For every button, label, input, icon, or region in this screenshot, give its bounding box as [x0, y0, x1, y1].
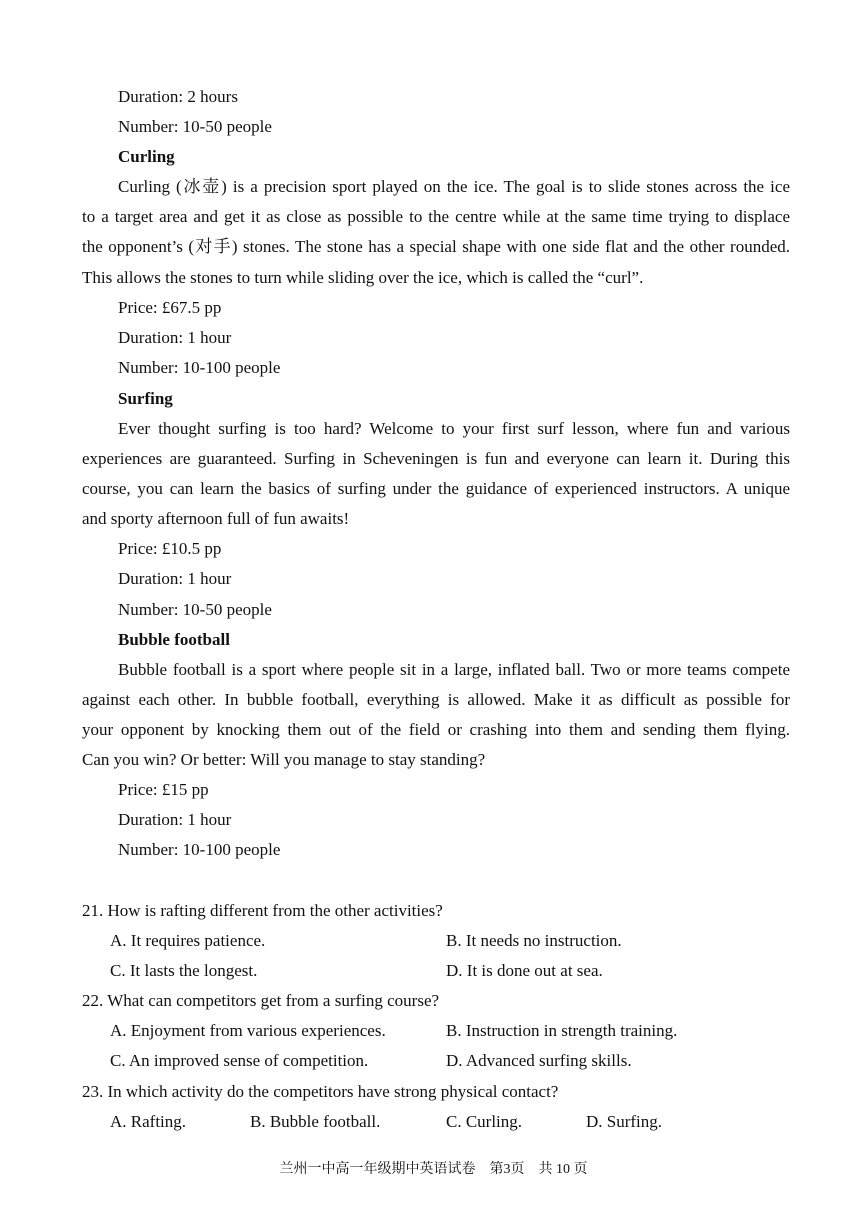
- question-21-option-d[interactable]: D. It is done out at sea.: [446, 961, 603, 980]
- curling-para-line: the opponent’s (对手) stones. The stone has a special shape with one side flat and the other rounded.: [82, 237, 790, 256]
- question-23-option-b[interactable]: B. Bubble football.: [250, 1112, 381, 1131]
- question-23-option-a[interactable]: A. Rafting.: [110, 1112, 187, 1131]
- question-22-stem: 22. What can competitors get from a surfing course?: [82, 991, 440, 1010]
- surfing-para-line: Ever thought surfing is too hard? Welcome to your first surf lesson, where fun and various: [118, 419, 790, 438]
- bubble-para-line: your opponent by knocking them out of the field or crashing into them and sending them flying.: [82, 720, 790, 739]
- curling-para-line: Curling (冰壶) is a precision sport played on the ice. The goal is to slide stones across the ice: [118, 177, 790, 196]
- top-number: Number: 10-50 people: [118, 117, 272, 136]
- question-21-option-c[interactable]: C. It lasts the longest.: [110, 961, 258, 980]
- curling-number: Number: 10-100 people: [118, 358, 281, 377]
- bubble-para-line: against each other. In bubble football, everything is allowed. Make it as difficult as possible for: [82, 690, 790, 709]
- bubble-heading: Bubble football: [118, 630, 230, 649]
- question-23-stem: 23. In which activity do the competitors have strong physical contact?: [82, 1082, 559, 1101]
- bubble-para-line: Bubble football is a sport where people sit in a large, inflated ball. Two or more teams compete: [118, 660, 790, 679]
- curling-para-line: to a target area and get it as close as possible to the centre while at the same time trying to displace: [82, 207, 790, 226]
- question-21-option-b[interactable]: B. It needs no instruction.: [446, 931, 622, 950]
- question-23-option-c[interactable]: C. Curling.: [446, 1112, 523, 1131]
- page-footer: 兰州一中高一年级期中英语试卷 第3页 共 10 页: [279, 1162, 588, 1177]
- surfing-heading: Surfing: [118, 389, 173, 408]
- bubble-duration: Duration: 1 hour: [118, 810, 232, 829]
- question-22-option-b[interactable]: B. Instruction in strength training.: [446, 1021, 678, 1040]
- curling-duration: Duration: 1 hour: [118, 328, 232, 347]
- top-duration: Duration: 2 hours: [118, 87, 238, 106]
- bubble-para-line: Can you win? Or better: Will you manage to stay standing?: [82, 750, 486, 769]
- question-22-option-a[interactable]: A. Enjoyment from various experiences.: [110, 1021, 386, 1040]
- surfing-duration: Duration: 1 hour: [118, 569, 232, 588]
- curling-para-line: This allows the stones to turn while sliding over the ice, which is called the “curl”.: [82, 268, 644, 287]
- surfing-para-line: experiences are guaranteed. Surfing in Scheveningen is fun and everyone can learn it. During this: [82, 449, 790, 468]
- surfing-para-line: course, you can learn the basics of surfing under the guidance of experienced instructors. A unique: [82, 479, 790, 498]
- question-22-option-c[interactable]: C. An improved sense of competition.: [110, 1051, 369, 1070]
- bubble-number: Number: 10-100 people: [118, 840, 281, 859]
- curling-price: Price: £67.5 pp: [118, 298, 222, 317]
- surfing-para-line: and sporty afternoon full of fun awaits!: [82, 509, 350, 528]
- surfing-number: Number: 10-50 people: [118, 600, 272, 619]
- bubble-price: Price: £15 pp: [118, 780, 209, 799]
- question-21-stem: 21. How is rafting different from the other activities?: [82, 901, 443, 920]
- curling-heading: Curling: [118, 147, 175, 166]
- question-23-option-d[interactable]: D. Surfing.: [586, 1112, 663, 1131]
- question-21-option-a[interactable]: A. It requires patience.: [110, 931, 266, 950]
- question-22-option-d[interactable]: D. Advanced surfing skills.: [446, 1051, 632, 1070]
- surfing-price: Price: £10.5 pp: [118, 539, 222, 558]
